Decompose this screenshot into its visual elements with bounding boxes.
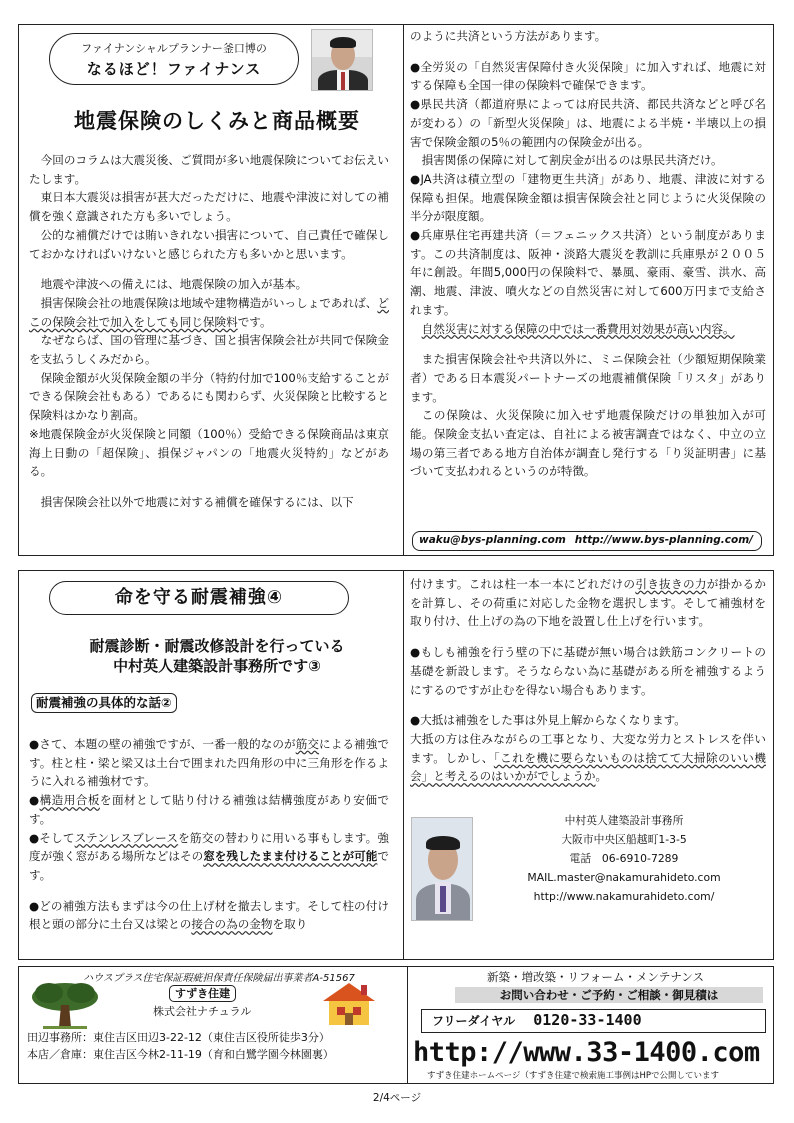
sponsor-footer [18, 966, 774, 1084]
paragraph: ●さて、本題の壁の補強ですが、一番一般的なのが筋交による補強です。柱と柱・梁と梁又は土台で囲まれた四角形の中に三角形を作るように入れる補強材です。 [29, 737, 389, 789]
office-name: 中村英人建築設計事務所 [564, 814, 684, 827]
emphasis-text: 接合の為の金物 [191, 917, 273, 932]
paragraph: また損害保険会社や共済以外に、ミニ保険会社（少額短期保険業者）である日本震災パートナーズの地震補償保険「リスタ」があります。 [410, 352, 766, 404]
section-subtitle: 耐震診断・耐震改修設計を行っている [89, 637, 345, 655]
paragraph: 保険金額が火災保険金額の半分（特約付加で100％支給することができる保険会社もある）であるにも関わらず、火災保険と比較すると保険料はかなり割高。 [29, 370, 389, 423]
emphasis-text: 自然災害に対する保障の中では一番費用対効果が高い内容。 [421, 321, 735, 336]
paragraph: この保険は、火災保険に加入せず地震保険だけの単独加入が可能。保険金支払い査定は、自社による被害調査ではなく、中立の立場の第三者である地方自治体が調査し発行する「り災証明書」に基づいて支払われるというのが特徴。 [410, 408, 766, 479]
paragraph: 地震や津波への備えには、地震保険の加入が基本。 [40, 277, 308, 292]
paragraph: ※地震保険金が火災保険と同額（100％）受給できる保険商品は東京海上日動の「超保険」、損保ジャパンの「地震火災特約」などがある。 [29, 426, 389, 479]
emphasis-text: どこの保険会社で加入をしても同じ保険料 [29, 295, 389, 329]
company-name: 株式会社ナチュラル [153, 1005, 252, 1018]
website-link[interactable]: http://www.bys-planning.com/ [574, 534, 753, 546]
seismic-left-column [29, 735, 389, 934]
author-photo [311, 29, 373, 91]
paragraph: ●どの補強方法もまずは今の仕上げ材を撤去します。そして柱の付け根と頭の部分に土台又は梁との接合の為の金物を取り [29, 898, 389, 932]
column-divider [403, 571, 404, 959]
finance-column-panel [18, 24, 774, 556]
emphasis-text: 「これを機に要らないものは捨てて大掃除のいい機会」と考えるのはいかがでしょうか [410, 750, 766, 784]
paragraph: ●もしも補強を行う壁の下に基礎が無い場合は鉄筋コンクリートの基礎を新設します。そうならない為に基礎がある所を補強するようにするのですが止むを得ない場合もあります。 [410, 645, 766, 697]
paragraph: 公的な補償だけでは賄いきれない損害について、自己責任で確保しておかなければいけないと感じられた方も多いかと思います。 [29, 227, 389, 261]
section-heading: 耐震補強の具体的な話② [31, 693, 177, 713]
footer-divider [407, 967, 408, 1083]
section-title: 命を守る耐震補強④ [49, 581, 349, 615]
certification-text: ハウスプラス住宅保証瑕疵担保責任保険届出事業者A-51567 [83, 973, 355, 984]
architect-photo [411, 817, 473, 921]
paragraph [410, 320, 766, 339]
paragraph: のように共済という方法があります。 [410, 29, 607, 43]
seismic-right-column [410, 575, 766, 786]
paragraph: ●JA共済は積立型の「建物更生共済」があり、地震、津波に対する保障も担保。地震保険金額は損害保険会社と同じように火災保険の半分が限度額。 [410, 171, 766, 224]
office-website[interactable]: http://www.nakamurahideto.com/ [533, 890, 715, 903]
office-phone: 電話 06-6910-7289 [569, 852, 679, 865]
article-left-column [29, 151, 389, 512]
head-office-address: 本店／倉庫：東住吉区今林2-11-19（育和白鷺学園今林園裏） [27, 1048, 334, 1061]
section-subtitle: 中村英人建築設計事務所です③ [113, 657, 321, 675]
emphasis-text: 筋交 [295, 737, 320, 751]
column-name: なるほど！ファイナンス [86, 60, 262, 78]
architect-office-info [489, 811, 759, 906]
brand-name: すずき住建 [169, 985, 236, 1002]
office-address: 大阪市中央区船越町1-3-5 [561, 833, 687, 846]
paragraph: 損害保険会社以外で地震に対する補償を確保するには、以下 [40, 494, 354, 509]
paragraph: ●県民共済（都道府県によっては府民共済、都民共済などと呼び名が変わる）の「新型火災保険」は、地震による半焼・半壊以上の損害で保険金額の5％の範囲内の保険金が出る。 [410, 97, 766, 149]
office-email[interactable]: MAIL.master@nakamurahideto.com [527, 871, 721, 884]
paragraph: ●兵庫県住宅再建共済（＝フェニックス共済）という制度があります。この共済制度は、阪神・淡路大震災を教訓に兵庫県が２００５年に創設。年間5,000円の保険料で、暴風、豪雨、豪雪、洪水、高潮、地震、津波、噴火などの自然災害に対して600万円まで支給されます。 [410, 228, 766, 317]
paragraph: なぜならば、国の管理に基づき、国と損害保険会社が共同で保険金を支払うしくみだから。 [29, 333, 389, 367]
tanabe-office-address: 田辺事務所：東住吉区田辺3-22-12（東住吉区役所徒歩3分） [27, 1031, 330, 1044]
emphasis-text: 引き抜きの力 [635, 577, 707, 591]
emphasis-text: 構造用合板 [39, 793, 100, 808]
paragraph: 損害保険会社の地震保険は地域や建物構造がいっしょであれば、どこの保険会社で加入をしても同じ保険料です。 [29, 295, 389, 329]
column-author: ファイナンシャルプランナー釜口博の [81, 42, 267, 55]
paragraph: 大抵の方は住みながらの工事となり、大変な労力とストレスを伴います。しかし、「これを機に要らないものは捨てて大掃除のいい機会」と考えるのはいかがでしょうか。 [410, 731, 766, 784]
paragraph: ●大抵は補強をした事は外見上解からなくなります。 [410, 713, 686, 728]
article-right-column [410, 27, 766, 481]
emphasis-text: 窓を残したまま付けることが可能 [203, 849, 378, 864]
paragraph: ●そしてステンレスブレースを筋交の替わりに用いる事もします。強度が強く窓がある場所などはその窓を残したまま付けることが可能です。 [29, 830, 390, 882]
inquiry-banner: お問い合わせ・ご予約・ご相談・御見積は [455, 987, 763, 1003]
column-divider [403, 25, 404, 555]
email-link[interactable]: waku@bys-planning.com [419, 534, 566, 546]
company-website-link[interactable]: http://www.33-1400.com [413, 1037, 760, 1068]
column-header-badge [49, 33, 299, 85]
paragraph: 損害関係の保障に対して割戻金が出るのは県民共済だけ。 [421, 153, 723, 168]
website-note: すずき住建ホームページ（すずき住建で検索施工事例はHPで公開しています [427, 1071, 720, 1081]
paragraph: 東日本大震災は損害が甚大だっただけに、地震や津波に対しての補償を強く意識された方も多いでしょう。 [29, 190, 389, 224]
paragraph: 付けます。これは柱一本一本にどれだけの引き抜きの力が掛かるかを計算し、その荷重に対応した金物を選択します。そして補強材を取り付け、仕上げの為の下地を設置し仕上げを行います。 [410, 577, 766, 629]
paragraph: 今回のコラムは大震災後、ご質問が多い地震保険についてお伝えいたします。 [29, 153, 389, 186]
paragraph: ●構造用合板を面材として貼り付ける補強は結構強度があり安価です。 [29, 793, 389, 826]
emphasis-text: ステンレスブレース [74, 830, 179, 845]
page-number: 2/4ページ [372, 1092, 422, 1104]
freedial-label: フリーダイヤル [432, 1014, 516, 1028]
freedial-box [421, 1009, 766, 1033]
article-title: 地震保険のしくみと商品概要 [74, 109, 360, 133]
services-list: 新築・増改築・リフォーム・メンテナンス [486, 970, 704, 984]
paragraph: ●全労災の「自然災害保障付き火災保険」に加入すれば、地震に対する保障も全国一律の保険料で確保できます。 [410, 59, 766, 93]
contact-box [412, 531, 762, 551]
seismic-column-panel [18, 570, 774, 960]
house-logo-icon [319, 979, 379, 1027]
tree-logo-icon [29, 979, 101, 1029]
freedial-number[interactable]: 0120-33-1400 [533, 1011, 642, 1029]
